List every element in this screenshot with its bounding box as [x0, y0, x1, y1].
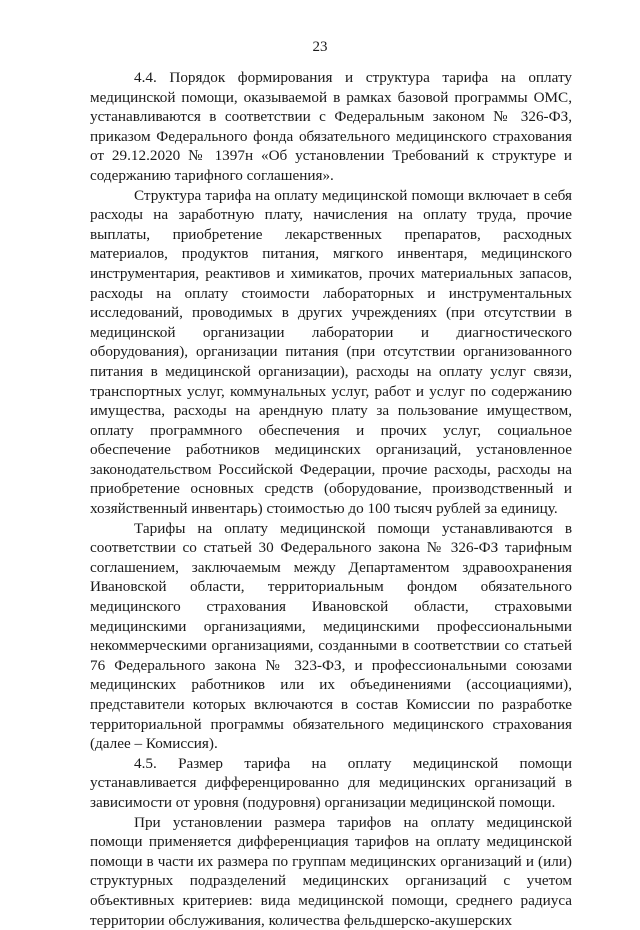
- paragraph-tariff-structure: Структура тарифа на оплату медицинской помощи включает в себя расходы на заработную плату, начисления на оплату труда, прочие выплаты, приобретение лекарственных препаратов, расходных материалов, продуктов питания, мягкого инвентаря, медицинского инструментария, реактивов и химикатов, прочих материальных запасов, расходы на оплату стоимости лабораторных и инструментальных исследований, проводимых в других учреждениях (при отсутствии в медицинской организации лаборатории и диагностического оборудования), организации питания (при отсутствии организованного питания в медицинской организации), расходы на оплату услуг связи, транспортных услуг, коммунальных услуг, работ и услуг по содержанию имущества, расходы на арендную плату за пользование имуществом, оплату программного обеспечения и прочих услуг, социальное обеспечение работников медицинских организаций, установленное законодательством Российской Федерации, прочие расходы, расходы на приобретение основных средств (оборудование, производственный и хозяйственный инвентарь) стоимостью до 100 тысяч рублей за единицу.: [90, 186, 572, 518]
- paragraph-tariff-agreement: Тарифы на оплату медицинской помощи устанавливаются в соответствии со статьей 30 Федерального закона № 326-ФЗ тарифным соглашением, заключаемым между Департаментом здравоохранения Ивановской области, территориальным фондом обязательного медицинского страхования Ивановской области, страховыми медицинскими организациями, медицинскими профессиональными некоммерческими организациями, созданными в соответствии со статьей 76 Федерального закона № 323-ФЗ, и профессиональными союзами медицинских работников или их объединениями (ассоциациями), представители которых включаются в состав Комиссии по разработке территориальной программы обязательного медицинского страхования (далее – Комиссия).: [90, 519, 572, 753]
- page-number: 23: [312, 39, 328, 55]
- paragraph-tariff-differentiation: При установлении размера тарифов на оплату медицинской помощи применяется дифференциация тарифов на оплату медицинской помощи в части их размера по группам медицинских организаций и (или) структурных подразделений медицинских организаций с учетом объективных критериев: вида медицинской помощи, среднего радиуса территории обслуживания, количества фельдшерско-акушерских: [90, 813, 572, 929]
- paragraph-4-5: 4.5. Размер тарифа на оплату медицинской помощи устанавливается дифференцированно для медицинских организаций в зависимости от уровня (подуровня) организации медицинской помощи.: [90, 754, 572, 811]
- document-body: [90, 68, 572, 930]
- paragraph-4-4: 4.4. Порядок формирования и структура тарифа на оплату медицинской помощи, оказываемой в рамках базовой программы ОМС, устанавливаются в соответствии с Федеральным законом № 326-ФЗ, приказом Федерального фонда обязательного медицинского страхования от 29.12.2020 № 1397н «Об установлении Требований к структуре и содержанию тарифного соглашения».: [90, 69, 572, 184]
